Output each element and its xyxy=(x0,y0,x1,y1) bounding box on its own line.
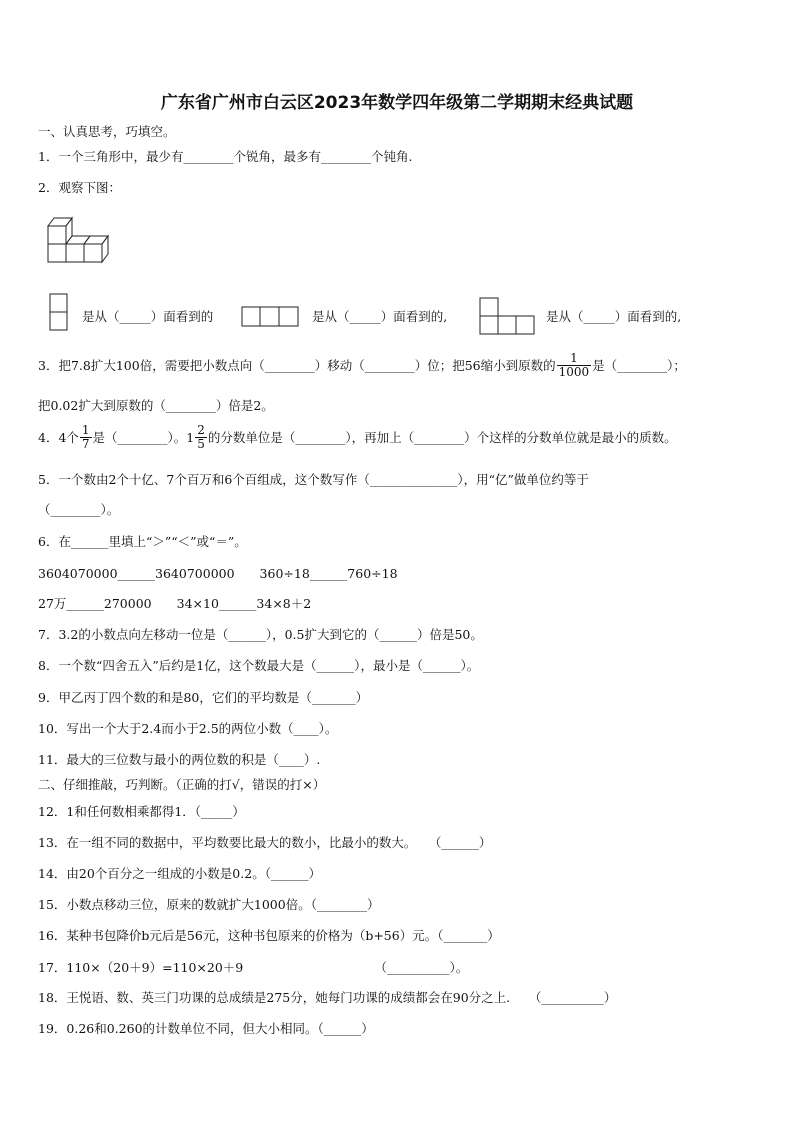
question-2: 2．观察下图： xyxy=(38,180,121,195)
q4-frac2-num: 2 xyxy=(197,423,205,437)
question-11: 11．最大的三位数与最小的两位数的积是（____）. xyxy=(38,752,321,767)
q4-frac1-den: 7 xyxy=(81,436,90,451)
view-c-shape xyxy=(478,296,538,338)
section-heading-2: 二、仔细推敲，巧判断。（正确的打√，错误的打×） xyxy=(38,777,326,792)
q4-part2: 是（________）。1 xyxy=(92,430,195,446)
question-6-line2: 3604070000______3640700000 360÷18______760÷18 xyxy=(38,566,398,581)
question-15: 15．小数点移动三位，原来的数就扩大1000倍。（________） xyxy=(38,897,380,912)
view-a-shape xyxy=(48,292,70,334)
q4-part1: 4．4个 xyxy=(38,430,79,446)
question-12: 12．1和任何数相乘都得1．（_____） xyxy=(38,804,245,819)
question-1: 1．一个三角形中，最少有________个锐角，最多有________个钝角. xyxy=(38,149,413,164)
q3-frac-num: 1 xyxy=(557,352,592,366)
question-16: 16．某种书包降价b元后是56元，这种书包原来的价格为（b+56）元。（_______） xyxy=(38,928,500,943)
q3-part1: 3．把7.8扩大100倍，需要把小数点向（________）移动（________）位；把56缩小到原数的 xyxy=(38,358,556,374)
view-b-label: 是从（_____）面看到的, xyxy=(312,309,448,324)
question-9: 9．甲乙丙丁四个数的和是80，它们的平均数是（_______） xyxy=(38,690,369,705)
q3-frac-den: 1000 xyxy=(558,364,590,379)
q3-fraction xyxy=(557,352,592,378)
view-c-label: 是从（_____）面看到的, xyxy=(546,309,682,324)
question-4 xyxy=(38,424,677,450)
question-19: 19．0.26和0.260的计数单位不同，但大小相同。（______） xyxy=(38,1021,374,1036)
question-14: 14．由20个百分之一组成的小数是0.2。（______） xyxy=(38,866,321,881)
question-18: 18．王悦语、数、英三门功课的总成绩是275分，她每门功课的成绩都会在90分之上. （__________） xyxy=(38,990,617,1005)
question-10: 10．写出一个大于2.4而小于2.5的两位小数（____）。 xyxy=(38,721,338,736)
question-3-line2: 把0.02扩大到原数的（________）倍是2。 xyxy=(38,398,274,413)
question-8: 8．一个数“四舍五入”后约是1亿，这个数最大是（______），最小是（______）。 xyxy=(38,658,480,673)
question-6-line1: 6．在______里填上“＞”“＜”或“＝”。 xyxy=(38,534,247,549)
section-heading-1: 一、认真思考，巧填空。 xyxy=(38,124,176,139)
question-5-line1: 5．一个数由2个十亿、7个百万和6个百组成，这个数写作（______________），用“亿”做单位约等于 xyxy=(38,472,589,487)
q4-fraction-1 xyxy=(80,424,92,450)
q3-part2: 是（________）； xyxy=(592,358,686,374)
page-title: 广东省广州市白云区2023年数学四年级第二学期期末经典试题 xyxy=(160,93,634,113)
question-13: 13．在一组不同的数据中，平均数要比最大的数小，比最小的数大。 （______） xyxy=(38,835,492,850)
q4-frac2-den: 5 xyxy=(197,436,205,451)
q4-frac1-num: 1 xyxy=(81,423,90,437)
cube-figure xyxy=(46,212,118,266)
q4-part3: 的分数单位是（________），再加上（________）个这样的分数单位就是最小的质数。 xyxy=(207,430,677,446)
question-7: 7．3.2的小数点向左移动一位是（______），0.5扩大到它的（______）倍是50。 xyxy=(38,627,483,642)
view-a-label: 是从（_____）面看到的 xyxy=(82,309,214,324)
q4-fraction-2 xyxy=(195,424,207,450)
question-5-line2: （________）。 xyxy=(38,502,120,517)
view-b-shape xyxy=(240,305,302,329)
question-3 xyxy=(38,352,686,378)
question-6-line3: 27万______270000 34×10______34×8＋2 xyxy=(38,596,312,611)
question-17: 17．110×（20＋9）=110×20＋9 （__________）。 xyxy=(38,960,469,975)
